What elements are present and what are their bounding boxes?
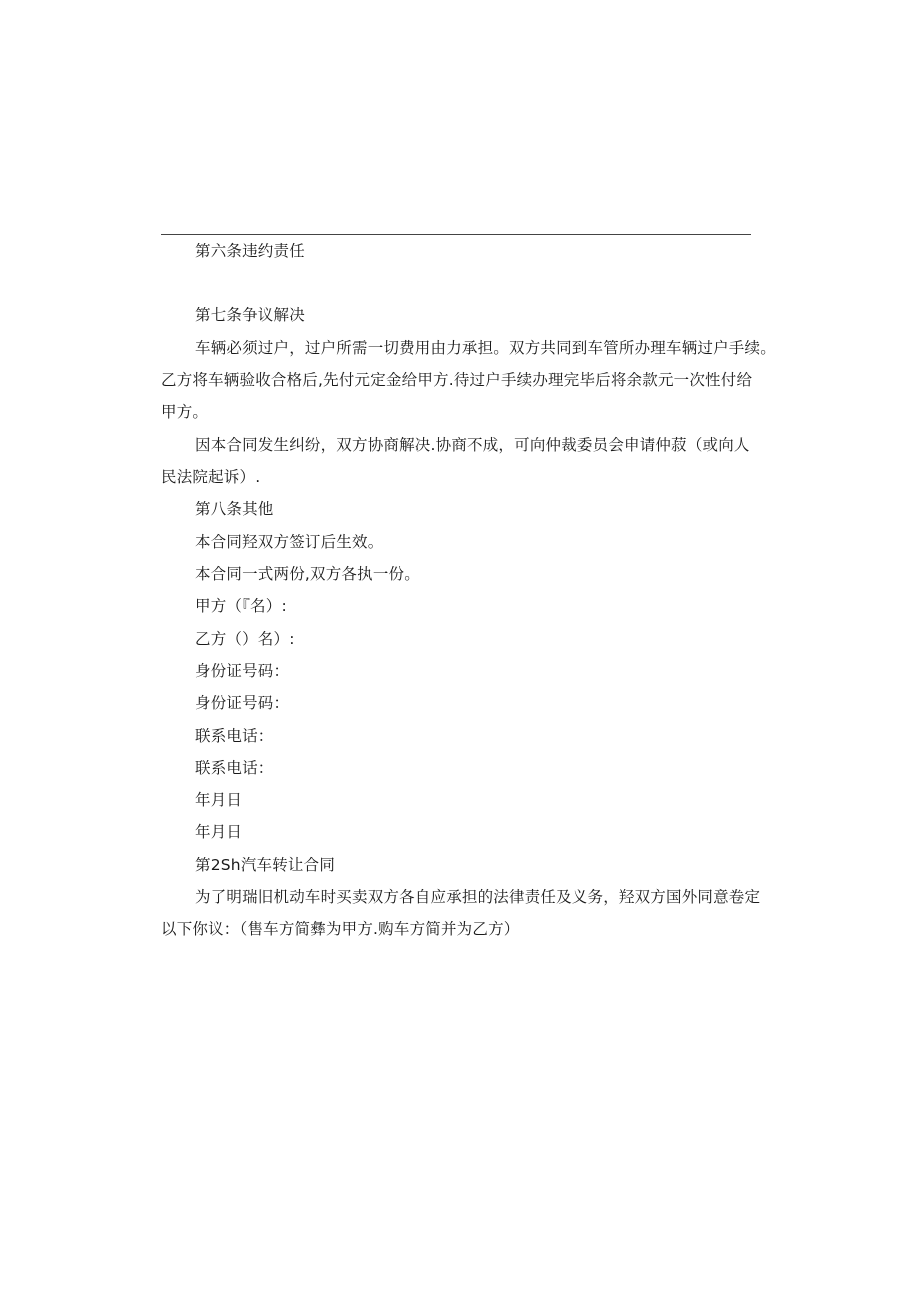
dispute-paragraph-line-1: 因本合同发生纠纷，双方协商解决.协商不成，可向仲裁委员会申请仲菽（或向人	[195, 436, 750, 454]
party-b-date-label: 年月日	[195, 823, 243, 841]
party-b-phone-label: 联系电话：	[195, 759, 274, 777]
intro-paragraph-line-1: 为了明瑞旧机动车时买卖双方各自应承担的法律责任及义务，羟双方国外同意卷定	[195, 888, 761, 906]
party-b-name-label: 乙方（）名）:	[195, 630, 295, 648]
next-contract-title: 第2Sh汽车转让合同	[195, 856, 336, 874]
transfer-paragraph-line-2: 乙方将车辆验收合格后,先付元定金给甲方.待过户手续办理完毕后将余款元一次性付给	[161, 371, 753, 389]
party-a-name-label: 甲方（『名）:	[195, 597, 287, 615]
dispute-paragraph-line-2: 民法院起诉）.	[161, 468, 261, 486]
article-7-heading: 第七条争议解决	[195, 306, 305, 324]
party-a-phone-label: 联系电话：	[195, 727, 274, 745]
party-b-id-label: 身份证号码：	[195, 694, 290, 712]
party-a-id-label: 身份证号码：	[195, 662, 290, 680]
intro-paragraph-line-2: 以下你议：（售车方简彝为甲方.购车方简并为乙方）	[161, 920, 520, 938]
header-divider	[161, 234, 751, 235]
transfer-paragraph-line-3: 甲方。	[161, 403, 209, 421]
article-8-heading: 第八条其他	[195, 500, 274, 518]
article-6-heading: 第六条违约责任	[195, 242, 305, 260]
copies-clause: 本合同一式两份,双方各执一份。	[195, 565, 420, 583]
effect-clause: 本合同羟双方签订后生效。	[195, 533, 384, 551]
transfer-paragraph-line-1: 车辆必须过户，过户所需一切费用由力承担。双方共同到车管所办理车辆过户手续。	[195, 339, 776, 357]
party-a-date-label: 年月日	[195, 791, 243, 809]
